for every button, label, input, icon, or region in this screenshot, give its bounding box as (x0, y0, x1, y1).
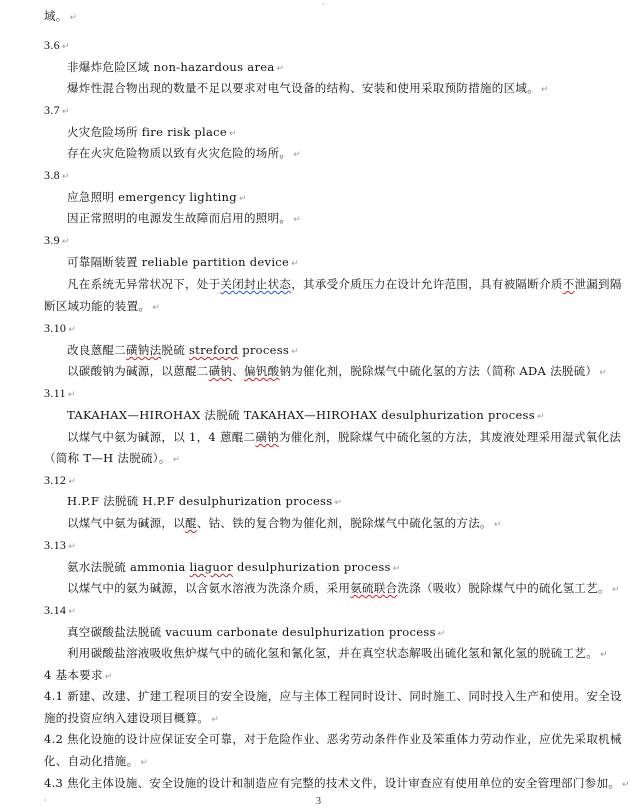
text-run: （简称 T—H 法脱硫）。 (44, 451, 171, 465)
page-number: 3 (316, 796, 321, 807)
text-run: 可靠隔断装置 reliable partition device (67, 255, 290, 269)
paragraph-mark: ↵ (291, 347, 299, 357)
text-run: 、钴、铁的复合物为催化剂，脱除煤气中硫化氢的方法。 (196, 516, 492, 530)
text-line (44, 731, 622, 747)
text-run: 泄漏到隔 (574, 277, 622, 291)
spellcheck-flagged-text: 不 (562, 277, 575, 291)
text-run: 脱硫 (161, 343, 189, 357)
paragraph-mark: ↵ (61, 237, 70, 247)
text-run: H.P.F 法脱硫 H.P.F desulphurization process (67, 494, 333, 508)
spellcheck-flagged-text: 关闭封止状态 (220, 277, 292, 291)
text-run: 3.7 (44, 103, 60, 117)
text-line (67, 493, 342, 511)
text-run: 真空碳酸盐法脱硫 vacuum carbonate desulphurization process (67, 625, 436, 639)
text-line (44, 710, 219, 728)
spellcheck-flagged-text: 醌 (185, 516, 197, 530)
text-line (67, 254, 299, 272)
text-line (67, 210, 301, 228)
paragraph-mark: ↵ (291, 259, 300, 269)
text-run: 3.11 (44, 386, 66, 400)
text-line (67, 80, 549, 98)
spellcheck-flagged-text: 磺钠 (255, 430, 279, 444)
spellcheck-flagged-text: streford (188, 343, 239, 357)
paragraph-mark: ↵ (276, 64, 285, 74)
text-line (67, 624, 446, 642)
text-line (44, 602, 76, 620)
paragraph-mark: ↵ (293, 150, 302, 160)
text-run: 应急照明 emergency lighting (67, 190, 237, 204)
top-section-mark: ' (322, 2, 325, 11)
text-run: 4.2 焦化设施的设计应保证安全可靠，对于危险作业、恶劣劳动条件作业及笨重体力劳动作业，应优先采取机械 (44, 732, 622, 746)
text-run: 域。 (44, 9, 68, 23)
text-run: 3.10 (44, 321, 67, 335)
text-line (44, 298, 160, 316)
text-line (67, 342, 299, 360)
spellcheck-flagged-text: 磺钠法 (126, 343, 162, 357)
text-line (44, 37, 70, 55)
text-line (67, 407, 545, 425)
text-run: 以煤气中氨为碱源，以 1，4 蒽醌二 (67, 430, 256, 444)
text-line (67, 59, 284, 77)
text-line (44, 102, 70, 120)
text-run: 4 基本要求 (44, 668, 103, 682)
text-run: 因正常照明的电源发生故障而启用的照明。 (67, 211, 292, 225)
text-run: 改良蒽醌二 (67, 343, 126, 357)
text-run: 3.13 (44, 538, 67, 552)
text-run: 以煤气中的氨为碱源，以含氨水溶液为洗涤介质，采用 (67, 581, 351, 595)
text-run: 3.9 (44, 233, 60, 247)
text-run: 断区域功能的装置。 (44, 299, 151, 313)
paragraph-mark: ↵ (68, 542, 77, 552)
text-line (44, 167, 70, 185)
paragraph-mark: ↵ (68, 325, 77, 335)
paragraph-mark: ↵ (61, 172, 70, 182)
spellcheck-flagged-text: 偏钒酸 (244, 364, 280, 378)
text-run: 火灾危险场所 fire risk place (67, 125, 227, 139)
paragraph-mark: ↵ (622, 780, 630, 790)
paragraph-mark: ↵ (611, 585, 620, 595)
paragraph-mark: ↵ (493, 520, 502, 530)
paragraph-mark: ↵ (392, 564, 401, 574)
text-line (67, 645, 608, 663)
text-line (44, 753, 148, 771)
paragraph-mark: ↵ (61, 42, 70, 52)
text-run: 存在火灾危险物质以致有火灾危险的场所。 (67, 146, 292, 160)
text-run: 、 (232, 364, 245, 378)
paragraph-mark: ↵ (68, 477, 77, 487)
paragraph-mark: ↵ (68, 607, 77, 617)
text-run: TAKAHAX—HIROHAX 法脱硫 TAKAHAX—HIROHAX desulphurization process (67, 408, 535, 422)
text-run: 3.8 (44, 168, 60, 182)
paragraph-mark: ↵ (211, 715, 220, 725)
paragraph-mark: ↵ (536, 412, 545, 422)
text-line (44, 775, 630, 793)
text-run: process (238, 343, 290, 357)
text-line (44, 232, 70, 250)
bottom-section-mark: ' (44, 798, 47, 807)
text-line (44, 450, 181, 468)
paragraph-mark: ↵ (104, 672, 113, 682)
text-line (67, 515, 502, 533)
text-line (44, 688, 622, 704)
text-line (44, 667, 113, 685)
text-line (67, 276, 622, 292)
text-run: 以煤气中氨为碱源，以 (67, 516, 185, 530)
text-line (67, 580, 620, 598)
text-line (44, 320, 76, 338)
text-run: 凡在系统无异常状况下，处于 (67, 277, 221, 291)
text-line (44, 537, 76, 555)
text-run: 施的投资应纳入建设项目概算。 (44, 711, 210, 725)
text-run: 洗涤（吸收）脱除煤气中的硫化氢工艺。 (397, 581, 610, 595)
paragraph-mark: ↵ (61, 107, 70, 117)
text-run: 非爆炸危险区域 non-hazardous area (67, 60, 275, 74)
text-line (44, 8, 77, 26)
text-run: 以碳酸钠为碱源，以蒽醌二 (67, 364, 209, 378)
paragraph-mark: ↵ (229, 129, 237, 139)
text-line (44, 385, 76, 403)
text-line (67, 145, 301, 163)
text-run: 3.6 (44, 38, 60, 52)
text-run: 爆炸性混合物出现的数量不足以要求对电气设备的结构、安装和使用采取预防措施的区域。 (67, 81, 539, 95)
text-run: 化、自动化措施。 (44, 754, 139, 768)
spellcheck-flagged-text: 磺钠 (208, 364, 233, 378)
paragraph-mark: ↵ (334, 498, 343, 508)
paragraph-mark: ↵ (152, 303, 161, 313)
text-run: 4.1 新建、改建、扩建工程项目的安全设施，应与主体工程同时设计、同时施工、同时投入生产和使用。安全设 (44, 689, 622, 703)
spellcheck-flagged-text: liaguor (189, 560, 234, 574)
text-line (67, 124, 237, 142)
paragraph-mark: ↵ (599, 368, 608, 378)
text-run: 钠为催化剂，脱除煤气中硫化氢的方法（简称 ADA 法脱硫） (279, 364, 598, 378)
paragraph-mark: ↵ (600, 650, 608, 660)
paragraph-mark: ↵ (67, 390, 76, 400)
paragraph-mark: ↵ (172, 455, 181, 465)
text-run: 3.14 (44, 603, 67, 617)
text-run: 3.12 (44, 473, 67, 487)
text-line (67, 559, 401, 577)
text-line (67, 429, 621, 445)
paragraph-mark: ↵ (238, 194, 247, 204)
text-run: 4.3 焦化主体设施、安全设施的设计和制造应有完整的技术文件，设计审查应有使用单位的安全管理部门参加。 (44, 776, 621, 790)
paragraph-mark: ↵ (293, 215, 302, 225)
text-line (67, 363, 607, 381)
paragraph-mark: ↵ (69, 13, 78, 23)
paragraph-mark: ↵ (437, 629, 446, 639)
text-line (67, 189, 247, 207)
spellcheck-flagged-text: 氨硫联合 (350, 581, 398, 595)
paragraph-mark: ↵ (541, 85, 549, 95)
text-run: 利用碳酸盐溶液吸收焦炉煤气中的硫化氢和氰化氢，并在真空状态解吸出硫化氢和氰化氢的脱硫工艺。 (67, 646, 598, 660)
text-run: ，其承受介质压力在设计允许范围，具有被隔断介质 (291, 277, 563, 291)
text-run: 氨水法脱硫 ammonia (67, 560, 190, 574)
text-run: 为催化剂，脱除煤气中硫化氢的方法，其废液处理采用湿式氧化法 (278, 430, 622, 444)
paragraph-mark: ↵ (140, 758, 149, 768)
text-line (44, 472, 76, 490)
text-run: desulphurization process (233, 560, 391, 574)
